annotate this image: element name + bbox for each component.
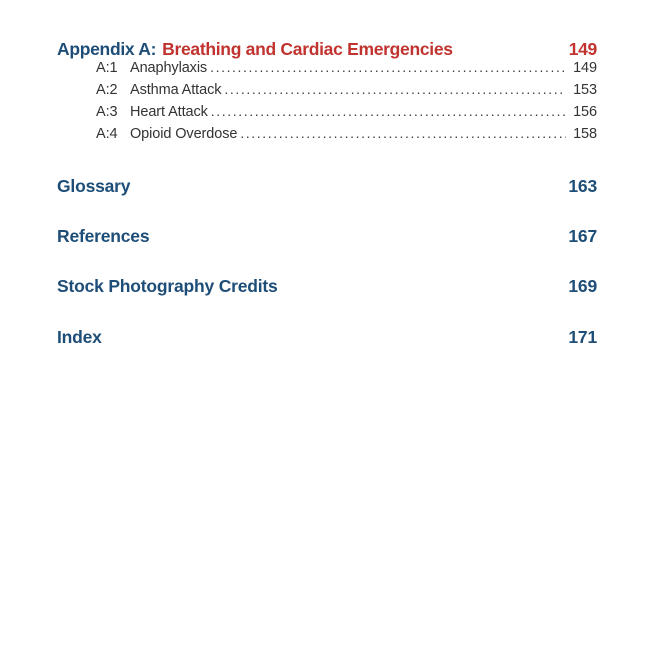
toc-entry-heart-attack[interactable] xyxy=(96,103,597,125)
entry-number: A:1 xyxy=(96,60,118,76)
entry-title: Asthma Attack xyxy=(130,82,222,98)
entry-page-number: 149 xyxy=(573,60,597,76)
entry-number: A:4 xyxy=(96,126,118,142)
toc-entry-asthma-attack[interactable] xyxy=(96,81,597,103)
dot-leader xyxy=(211,103,566,120)
toc-entry-appendix-a[interactable] xyxy=(57,39,597,59)
dot-leader xyxy=(210,59,566,76)
toc-entry-anaphylaxis[interactable] xyxy=(96,59,597,81)
entry-title: Anaphylaxis xyxy=(130,60,208,76)
toc-entry-opioid-overdose[interactable] xyxy=(96,125,597,147)
entry-page-number: 153 xyxy=(573,82,597,98)
toc-entry-stock-photography-credits[interactable] xyxy=(57,276,597,296)
toc-entry-index[interactable] xyxy=(57,327,597,347)
dot-leader xyxy=(240,125,566,142)
section-title: Index xyxy=(57,327,102,347)
toc-entry-glossary[interactable] xyxy=(57,176,597,196)
dot-leader xyxy=(224,81,566,98)
toc-entry-references[interactable] xyxy=(57,226,597,246)
entry-page-number: 158 xyxy=(573,126,597,142)
entry-title: Heart Attack xyxy=(130,104,208,120)
entry-title: Opioid Overdose xyxy=(130,126,238,142)
section-title: Glossary xyxy=(57,176,131,196)
section-page-number: 163 xyxy=(568,176,597,196)
appendix-title: Breathing and Cardiac Emergencies xyxy=(162,39,453,59)
appendix-label: Appendix A: xyxy=(57,39,157,59)
entry-number: A:3 xyxy=(96,104,118,120)
section-page-number: 169 xyxy=(568,276,597,296)
entry-number: A:2 xyxy=(96,82,118,98)
section-page-number: 171 xyxy=(568,327,597,347)
section-title: References xyxy=(57,226,150,246)
entry-page-number: 156 xyxy=(573,104,597,120)
section-page-number: 167 xyxy=(568,226,597,246)
appendix-page-number: 149 xyxy=(568,39,597,59)
section-title: Stock Photography Credits xyxy=(57,276,278,296)
